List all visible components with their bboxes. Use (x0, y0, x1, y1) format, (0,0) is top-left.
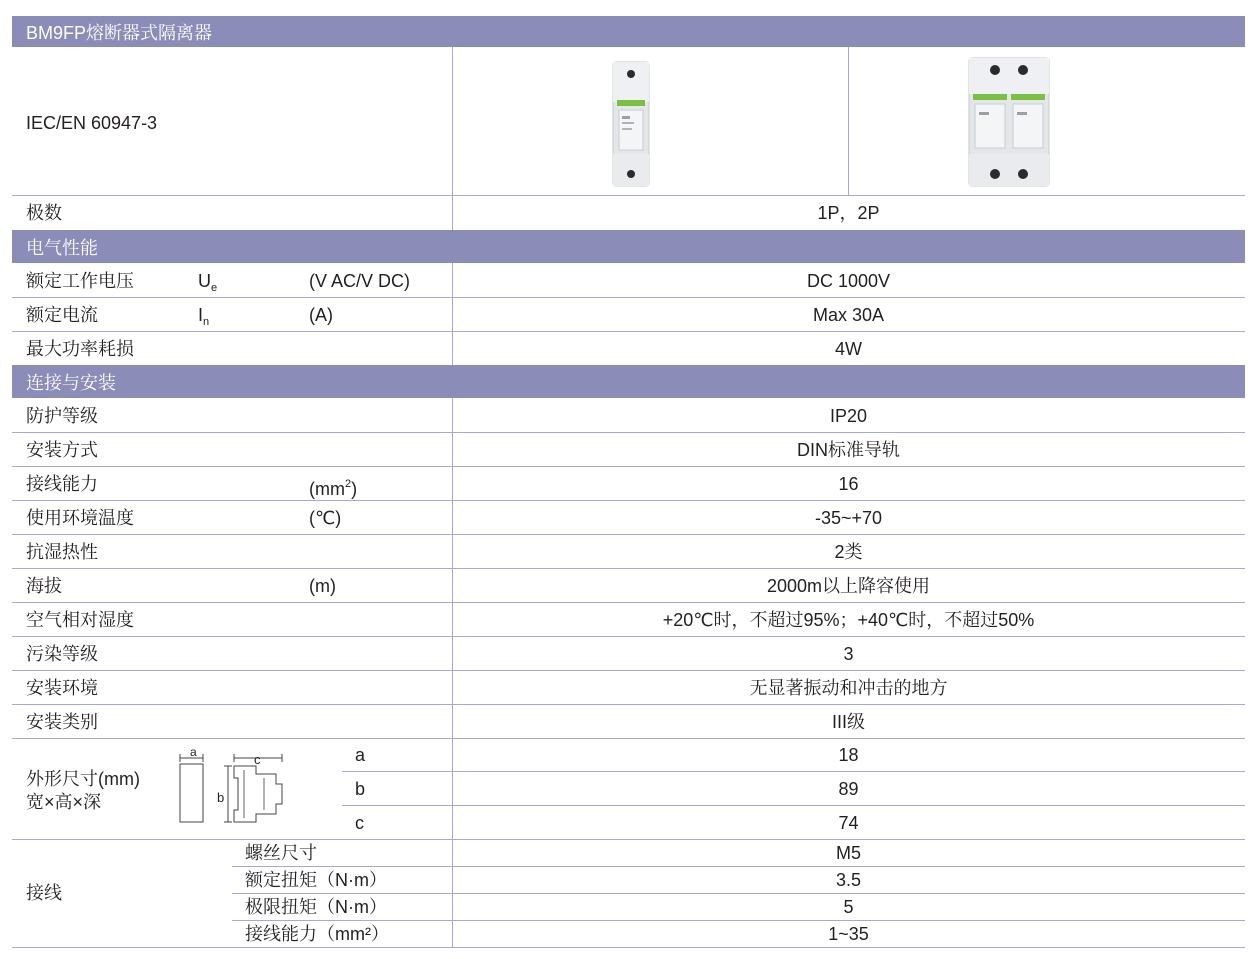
divider (12, 568, 1245, 569)
row-value: 无显著振动和冲击的地方 (749, 678, 948, 698)
poles-label: 极数 (26, 203, 62, 223)
row-label: 空气相对湿度 (26, 610, 134, 630)
section-title: 连接与安装 (26, 372, 116, 393)
dimension-key: b (355, 779, 366, 799)
dimension-value: 18 (838, 745, 859, 765)
row-unit: (V AC/V DC) (309, 271, 411, 291)
row-label: 接线能力 (26, 474, 98, 494)
dimension-key: a (355, 745, 366, 765)
divider (12, 500, 1245, 501)
dimension-value: 89 (838, 779, 859, 799)
dimensions-sublabel: 宽×高×深 (26, 792, 102, 812)
row-label: 安装类别 (26, 712, 98, 732)
divider (232, 920, 1245, 921)
divider (232, 866, 1245, 867)
divider (12, 839, 1245, 840)
row-value: 3 (843, 644, 854, 664)
row-label: 抗湿热性 (26, 542, 98, 562)
row-symbol: $U_e$ (198, 271, 218, 294)
divider (12, 636, 1245, 637)
diagram-label-a: a (190, 748, 197, 759)
divider (12, 670, 1245, 671)
dimensions-label: 外形尺寸(mm) (26, 769, 140, 789)
row-value: 2类 (834, 542, 863, 562)
row-label: 额定工作电压 (26, 271, 134, 291)
row-unit: (A) (309, 305, 333, 325)
wiring-row-label: 极限扭矩（N·m） (245, 897, 387, 917)
row-unit: (℃) (309, 508, 342, 528)
table-bottom-border (12, 947, 1245, 948)
divider (12, 466, 1245, 467)
diagram-label-b: b (217, 790, 225, 805)
row-label: 污染等级 (26, 644, 98, 664)
row-label: 防护等级 (26, 406, 98, 426)
product-image-2p (963, 54, 1057, 190)
standard-label: IEC/EN 60947-3 (26, 113, 158, 133)
row-value: DC 1000V (806, 271, 891, 291)
row-unit: $(mm^2)$ (309, 478, 358, 499)
dimension-key: c (355, 813, 364, 833)
divider (12, 297, 1245, 298)
divider (12, 534, 1245, 535)
row-value: DIN标准导轨 (797, 440, 900, 460)
row-label: 使用环境温度 (26, 508, 134, 528)
wiring-row-value: 1~35 (828, 924, 869, 944)
row-label: 安装环境 (26, 678, 98, 698)
table-title-header (12, 16, 1245, 47)
diagram-label-c: c (254, 752, 261, 767)
row-value: 4W (835, 339, 862, 359)
wiring-label: 接线 (26, 883, 62, 903)
divider (342, 805, 1245, 806)
row-value: -35~+70 (814, 508, 883, 528)
row-value: 16 (838, 474, 859, 494)
divider (12, 432, 1245, 433)
wiring-row-value: 3.5 (835, 870, 862, 890)
poles-value: 1P，2P (817, 203, 880, 223)
product-image-1p (605, 58, 657, 190)
row-label: 海拔 (26, 576, 62, 596)
section-header-connection (12, 365, 1245, 398)
row-label: 安装方式 (26, 440, 98, 460)
divider (848, 47, 849, 195)
row-value: Max 30A (812, 305, 885, 325)
dimension-value: 74 (838, 813, 859, 833)
divider (12, 602, 1245, 603)
divider (12, 704, 1245, 705)
divider (12, 331, 1245, 332)
row-label: 额定电流 (26, 305, 98, 325)
row-value: +20℃时，不超过95%；+40℃时，不超过50% (662, 610, 1035, 630)
row-value: III级 (831, 712, 865, 732)
row-label: 最大功率耗损 (26, 339, 134, 359)
dimension-diagram (170, 748, 290, 832)
divider (12, 195, 1245, 196)
row-value: IP20 (829, 406, 868, 426)
wiring-row-label: 螺丝尺寸 (245, 843, 317, 863)
section-title: 电气性能 (26, 237, 98, 258)
divider (232, 893, 1245, 894)
section-header-electrical (12, 230, 1245, 263)
wiring-row-label: 额定扭矩（N·m） (245, 870, 387, 890)
wiring-row-value: 5 (843, 897, 854, 917)
row-unit: (m) (309, 576, 336, 596)
divider (12, 738, 1245, 739)
divider (342, 771, 1245, 772)
row-symbol: $I_n$ (198, 305, 210, 328)
row-value: 2000m以上降容使用 (766, 576, 931, 596)
table-title: BM9FP熔断器式隔离器 (26, 22, 213, 43)
wiring-row-value: M5 (835, 843, 861, 863)
wiring-row-label: 接线能力（mm²） (245, 924, 389, 944)
